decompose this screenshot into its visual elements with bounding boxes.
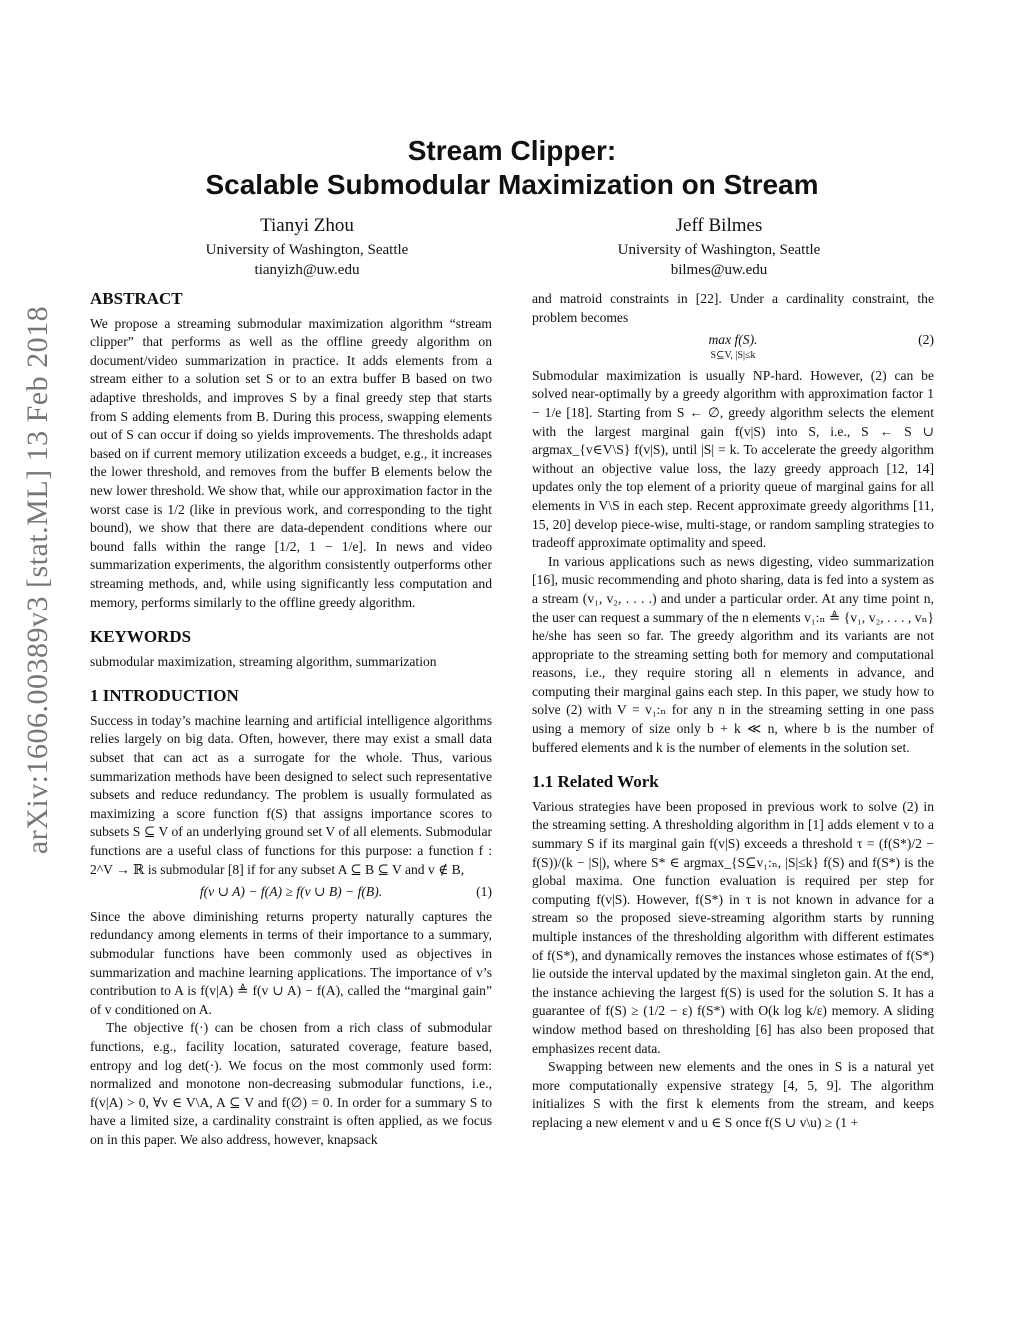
title-line-2: Scalable Submodular Maximization on Stream (205, 169, 819, 200)
intro-paragraph-3: The objective f(·) can be chosen from a rich class of submodular functions, e.g., facility location, saturated coverage, feature based, entropy and log det(·). We focus on the most commonly used form: normalized and monotone non-decreasing submodular functions, i.e., f(v|A) > 0, ∀v ∈ V\A, A ⊆ V and f(∅) = 0. In order for a summary S to have a limited size, a cardinality constraint is often applied, as we focus on in this paper. We also address, however, knapsack (90, 1020, 492, 1147)
intro-paragraph-1: Success in today’s machine learning and artificial intelligence algorithms relies largely on big data. Often, however, there may exist a small data subset that can act as a surrogate for the whole. Thus, various summarization methods have been designed to select such representative subsets and reduce redundancy. The problem is usually formulated as maximizing a score function f(S) that assigns importance scores to subsets S ⊆ V of an underlying ground set V of all elements. Submodular functions are a useful class of functions for this purpose: a function f : 2^V → ℝ is submodular [8] if for any subset A ⊆ B ⊆ V and v ∉ B, (90, 712, 492, 877)
paper-title (0, 134, 1024, 202)
author-affiliation: University of Washington, Seattle (205, 242, 409, 258)
equation-2-number: (2) (918, 332, 934, 348)
author-name: Tianyi Zhou (260, 215, 354, 236)
author-email: bilmes@uw.edu (670, 262, 768, 278)
author-1 (142, 214, 472, 280)
right-paragraph-2: Submodular maximization is usually NP-hard. However, (2) can be solved near-optimally by a greedy algorithm with approximation factor 1 − 1/e [18]. Starting from S ← ∅, greedy algorithm selects the element with the largest marginal gain f(v|S) into S, i.e., S ← S ∪ argmax_{v∈V\S} f(v|S), until |S| = k. To accelerate the greedy algorithm without an objective value loss, the lazy greedy approach [12, 14] updates only the top element of a priority queue of marginal gains for all elements in V\S in each step. Recent approximate greedy algorithms [11, 15, 20] develop piece-wise, multi-stage, or random sampling strategies to tradeoff approximate optimality and speed. (532, 367, 934, 551)
right-column (532, 290, 934, 1133)
equation-2-body: max f(S). (708, 332, 758, 348)
author-2 (554, 214, 884, 280)
intro-heading: 1 INTRODUCTION (90, 686, 239, 706)
related-work-heading: 1.1 Related Work (532, 772, 659, 792)
left-column (90, 290, 492, 1150)
related-paragraph-1: Various strategies have been proposed in previous work to solve (2) in the streaming setting. A thresholding algorithm in [1] adds element v to a summary S if its marginal gain f(v|S) exceeds a threshold τ = (f(S*)/2 − f(S))/(k − |S|), where S* ∈ argmax_{S⊆v₁:ₙ, |S|≤k} f(S) and f(S*) is the global maxima. One function evaluation is required per step for computing f(v|S). However, f(S*) in τ is not known in advance for a stream so the proposed sieve-streaming algorithm starts by running multiple instances of the thresholding algorithm with different estimates of f(S*), and dynamically removes the instances whose estimates of f(S*) lie outside the interval updated by the maximal singleton gain. At the end, the instance achieving the largest f(S) is used for the solution S. It has a guarantee of f(S) ≥ (1/2 − ε) f(S*) with O(k log k/ε) memory. A sliding window method based on thresholding [6] has also been proposed that emphasizes recent data. (532, 798, 934, 1056)
title-line-1: Stream Clipper: (407, 135, 617, 166)
right-paragraph-3: In various applications such as news digesting, video summarization [16], music recommending and photo sharing, data is fed into a system as a stream (v₁, v₂, . . . .) and under a particular order. At any time point n, the user can request a summary of the n elements v₁:ₙ ≜ {v₁, v₂, . . . , vₙ} he/she has seen so far. The greedy algorithm and its variants are not appropriate to the streaming setting both for memory and computational reasons, i.e., they require storing all n elements in advance, and computing their marginal gains each step. In this paper, we study how to solve (2) with V = v₁:ₙ for any n in the streaming setting in one pass using a memory of size only b + k ≪ n, where b is the number of buffered elements and k is the number of elements in the solution set. (532, 553, 934, 755)
equation-2 (532, 331, 934, 361)
keywords-text: submodular maximization, streaming algorithm, summarization (90, 653, 437, 669)
author-email: tianyizh@uw.edu (254, 262, 360, 278)
right-paragraph-1: and matroid constraints in [22]. Under a cardinality constraint, the problem becomes (532, 291, 934, 325)
related-paragraph-2: Swapping between new elements and the ones in S is a natural yet more computationally expensive strategy [4, 5, 9]. The algorithm initializes S with the first k elements from the stream, and keeps replacing a new element v and u ∈ S once f(S ∪ v\u) ≥ (1 + (532, 1059, 934, 1130)
abstract-heading: ABSTRACT (90, 289, 183, 308)
equation-1 (90, 883, 492, 902)
abstract-text: We propose a streaming submodular maximization algorithm “stream clipper” that performs as well as the offline greedy algorithm on document/video summarization in practice. It adds elements from a stream either to a solution set S or to an extra buffer B based on two adaptive thresholds, and improves S by a final greedy step that starts from S adding elements from B. During this process, swapping elements out of S can occur if doing so yields improvements. The thresholds adapt based on if current memory utilization exceeds a budget, e.g., it increases the lower threshold, and removes from the buffer B elements below the new lower threshold. We show that, while our approximation factor in the worst case is 1/2 (like in previous work, and corresponding to the tight bound), we show that there are data-dependent conditions where our bound falls within the range [1/2, 1 − 1/e]. In news and video summarization experiments, the algorithm consistently outperforms other streaming methods, and, while using significantly less computation and memory, performs similarly to the offline greedy algorithm. (90, 315, 492, 610)
keywords-heading: KEYWORDS (90, 627, 192, 647)
arxiv-id: arXiv:1606.00389v3 [stat.ML] 13 Feb 2018 (21, 305, 54, 855)
arxiv-stamp (8, 170, 68, 990)
author-name: Jeff Bilmes (675, 215, 763, 236)
equation-2-subscript: S⊆V, |S|≤k (710, 349, 756, 361)
equation-1-body: f(v ∪ A) − f(A) ≥ f(v ∪ B) − f(B). (199, 884, 383, 900)
equation-1-number: (1) (476, 884, 492, 900)
author-affiliation: University of Washington, Seattle (617, 242, 821, 258)
intro-paragraph-2: Since the above diminishing returns property naturally captures the redundancy among elements in terms of their importance to a summary, submodular functions have been commonly used as objectives in summarization and machine learning applications. The importance of v’s contribution to A is f(v|A) ≜ f(v ∪ A) − f(A), called the “marginal gain” of v conditioned on A. (90, 908, 492, 1017)
